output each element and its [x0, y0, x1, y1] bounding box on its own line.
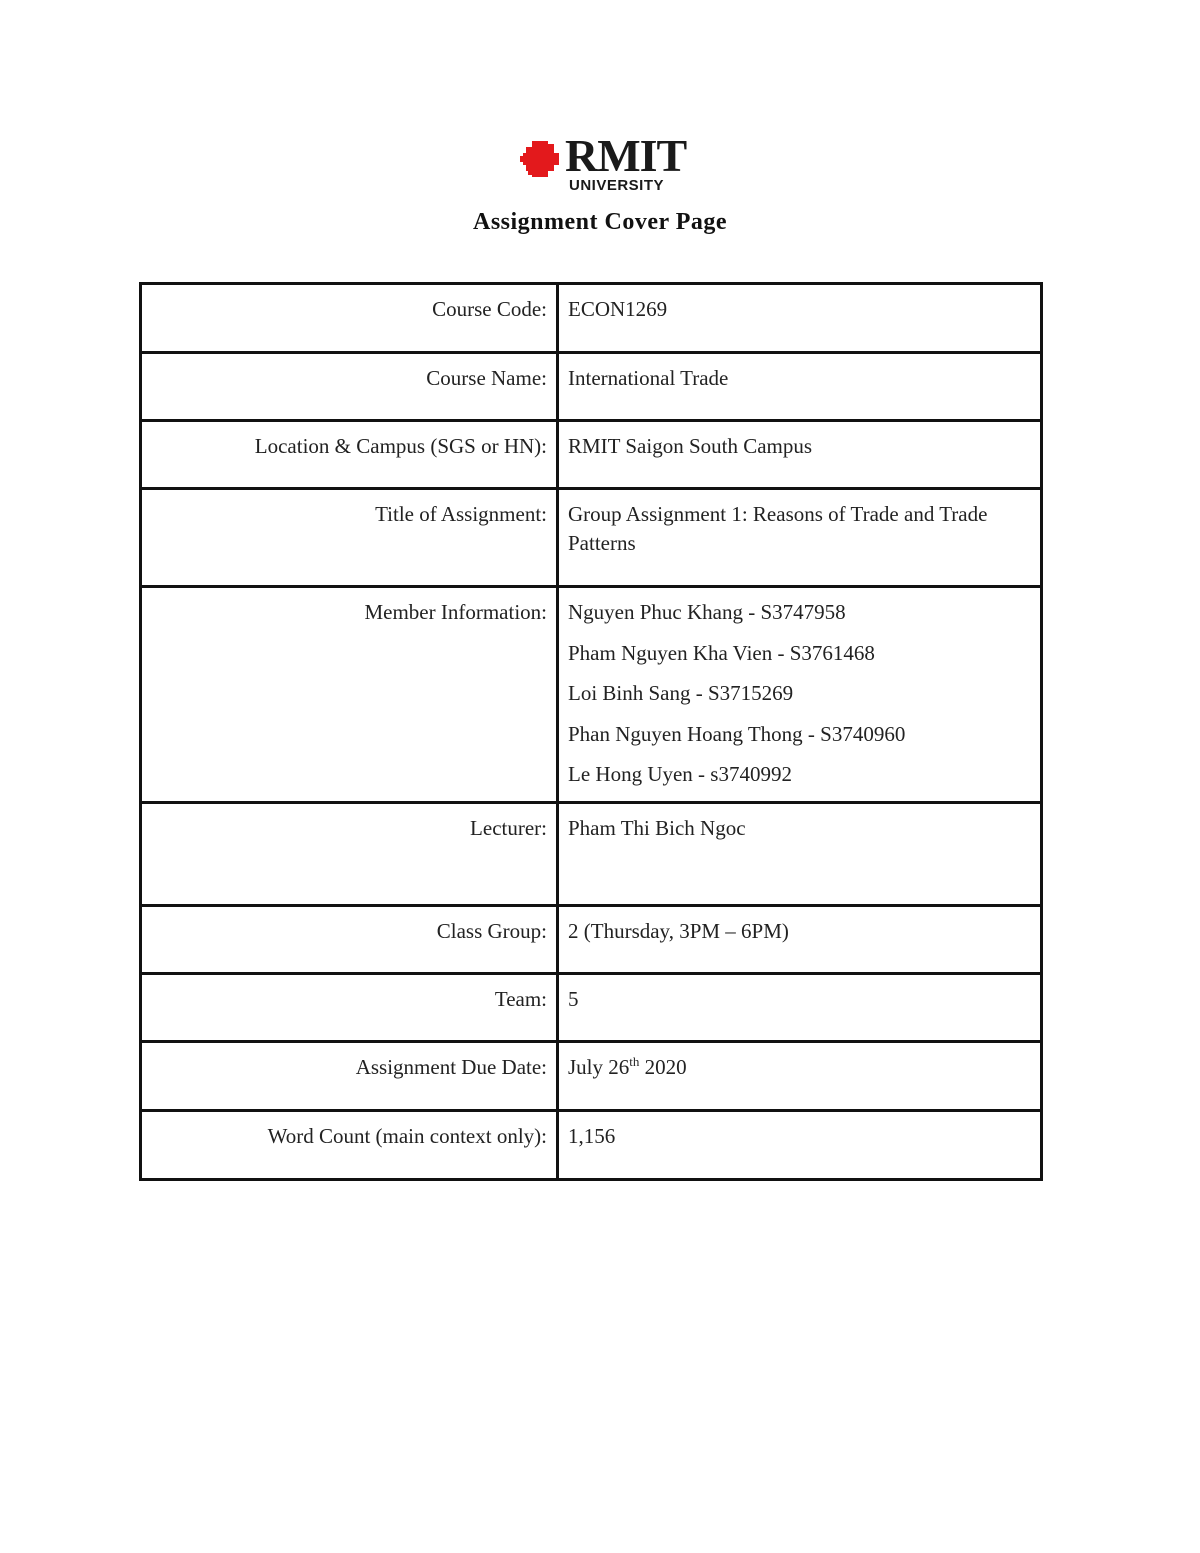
course-name-value: International Trade — [558, 353, 1042, 421]
course-code-label: Course Code: — [141, 284, 558, 353]
class-group-value: 2 (Thursday, 3PM – 6PM) — [558, 905, 1042, 973]
rmit-pixel-mark-icon — [520, 138, 562, 180]
due-date-day: July 26 — [568, 1054, 630, 1079]
row-member-information — [141, 587, 1042, 803]
lecturer-label: Lecturer: — [141, 802, 558, 905]
due-date-year: 2020 — [639, 1054, 687, 1079]
row-course-code — [141, 284, 1042, 353]
row-due-date — [141, 1041, 1042, 1110]
member-item: Phan Nguyen Hoang Thong - S3740960 — [568, 721, 906, 746]
word-count-value: 1,156 — [558, 1110, 1042, 1179]
logo-wordmark: RMIT — [565, 130, 687, 181]
rmit-logo — [520, 130, 690, 198]
row-title-of-assignment — [141, 489, 1042, 587]
member-item: Loi Binh Sang - S3715269 — [568, 681, 794, 705]
lecturer-value: Pham Thi Bich Ngoc — [558, 802, 1042, 905]
member-list — [558, 587, 1042, 803]
logo-subtitle: UNIVERSITY — [569, 177, 665, 194]
row-class-group — [141, 905, 1042, 973]
course-name-label: Course Name: — [141, 353, 558, 421]
title-of-assignment-label: Title of Assignment: — [141, 489, 558, 587]
row-word-count — [141, 1110, 1042, 1179]
team-value: 5 — [558, 973, 1042, 1041]
page-title: Assignment Cover Page — [472, 209, 728, 235]
class-group-label: Class Group: — [141, 905, 558, 973]
member-item: Le Hong Uyen - s3740992 — [568, 762, 792, 786]
member-item: Nguyen Phuc Khang - S3747958 — [568, 600, 846, 624]
team-label: Team: — [141, 973, 558, 1041]
member-item: Pham Nguyen Kha Vien - S3761468 — [568, 640, 875, 665]
course-code-value: ECON1269 — [558, 284, 1042, 353]
word-count-label: Word Count (main context only): — [141, 1110, 558, 1179]
member-information-label: Member Information: — [141, 587, 558, 803]
due-date-value — [558, 1041, 1042, 1110]
row-location — [141, 421, 1042, 489]
row-team — [141, 973, 1042, 1041]
location-value: RMIT Saigon South Campus — [558, 421, 1042, 489]
due-date-ordinal: th — [629, 1053, 640, 1069]
cover-table — [139, 282, 1043, 1181]
title-of-assignment-value: Group Assignment 1: Reasons of Trade and Trade Patterns — [558, 489, 1042, 587]
location-label: Location & Campus (SGS or HN): — [141, 421, 558, 489]
row-course-name — [141, 353, 1042, 421]
due-date-label: Assignment Due Date: — [141, 1041, 558, 1110]
row-lecturer — [141, 802, 1042, 905]
